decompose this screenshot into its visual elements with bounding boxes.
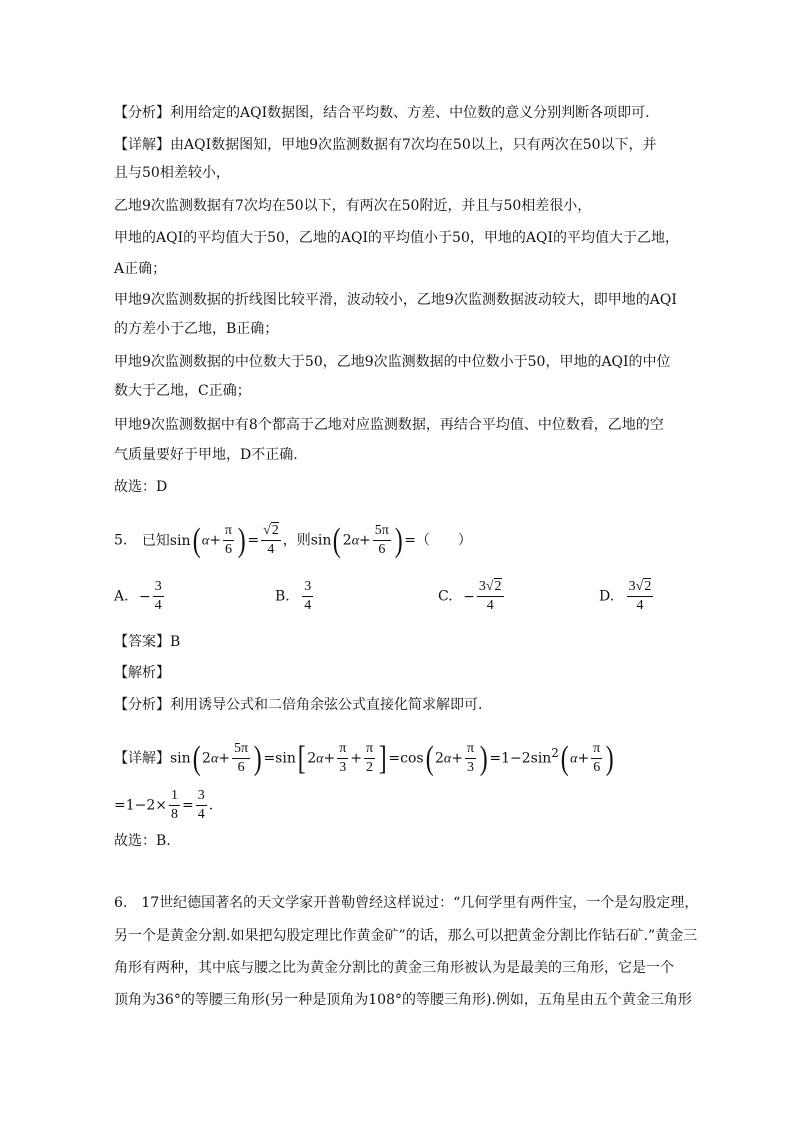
q5-option-c-label: C.: [438, 588, 453, 605]
q5-stem: 5. 已知sin( α+ $\frac{\pi}{6}$ ) = $\frac{√2}{4}$ ，则sin( 2α+ $\frac{5\pi}{6}$ ) =（ ）: [114, 521, 472, 559]
q4-detail-1: 【详解】由AQI数据图知，甲地9次监测数据有7次均在50以上，只有两次在50以下，并: [114, 137, 657, 153]
q4-detail-11: 气质量要好于甲地，D不正确.: [114, 447, 298, 463]
q4-analysis: 【分析】利用给定的AQI数据图，结合平均数、方差、中位数的意义分别判断各项即可.: [114, 105, 650, 121]
q5-detail-line-2: =1−2× $\frac{1}{8}$ = $\frac{3}{4}$ .: [114, 788, 214, 822]
q5-stem-prefix: 已知sin: [141, 532, 191, 549]
q5-stem-end: =（ ）: [404, 532, 472, 549]
q4-detail-8: 甲地9次监测数据的中位数大于50，乙地9次监测数据的中位数小于50，甲地的AQI的中位: [114, 354, 671, 370]
q6-line-2: 另一个是黄金分割.如果把勾股定理比作黄金矿”的话，那么可以把黄金分割比作钻石矿.”黄金三: [114, 928, 698, 944]
q5-option-a-label: A.: [114, 588, 129, 605]
q6-line-1: 6. 17世纪德国著名的天文学家开普勒曾经这样说过：“几何学里有两件宝，一个是勾股定理，: [114, 895, 699, 911]
q4-detail-10: 甲地9次监测数据中有8个都高于乙地对应监测数据，再结合平均值、中位数看，乙地的空: [114, 417, 664, 433]
q4-detail-5: A正确；: [114, 261, 167, 277]
q5-analysis-tag: 【解析】: [114, 665, 170, 681]
q5-stem-mid: ，则sin: [282, 532, 332, 549]
q5-analysis: 【分析】利用诱导公式和二倍角余弦公式直接化简求解即可.: [114, 697, 483, 713]
q5-detail-line-1: 【详解】sin( 2α+ $\frac{5\pi}{6}$ ) =sin[ 2α+ $\frac{\pi}{3}$ + $\frac{\pi}{2}$ ] =cos( 2α+ $\frac{\pi}{3}$ ) $=1-2\sin^2$( α+ $\frac{\pi}{6}$ ): [114, 739, 614, 777]
q5-number: 5.: [114, 532, 128, 549]
q6-line-3: 角形有两种，其中底与腰之比为黄金分割比的黄金三角形被认为是最美的三角形，它是一个: [114, 960, 674, 976]
q5-option-d: D. $\frac{3√2}{4}$: [599, 579, 652, 613]
q5-detail-tag: 【详解】: [114, 750, 170, 767]
q5-conclusion: 故选：B.: [114, 833, 171, 849]
q4-detail-9: 数大于乙地，C正确；: [114, 383, 251, 399]
q5-option-c: C. − $\frac{3√2}{4}$: [438, 579, 502, 613]
q5-option-a: A. − $\frac{3}{4}$: [114, 579, 162, 613]
q4-detail-4: 甲地的AQI的平均值大于50，乙地的AQI的平均值小于50，甲地的AQI的平均值大于乙地，: [114, 230, 679, 246]
q4-answer: 故选：D: [114, 479, 168, 495]
q5-option-d-label: D.: [599, 588, 615, 605]
q4-detail-7: 的方差小于乙地，B正确；: [114, 321, 279, 337]
q4-detail-2: 且与50相差较小，: [114, 165, 230, 181]
q4-detail-6: 甲地9次监测数据的折线图比较平滑，波动较小，乙地9次监测数据波动较大，即甲地的AQI: [114, 292, 677, 308]
q5-option-b-label: B.: [275, 588, 290, 605]
q6-line-4: 顶角为36°的等腰三角形(另一种是顶角为108°的等腰三角形).例如，五角星由五个黄金三角形: [114, 992, 692, 1008]
q5-answer-tag: 【答案】B: [114, 634, 181, 650]
q4-detail-3: 乙地9次监测数据有7次均在50以下，有两次在50附近，并且与50相差很小，: [114, 198, 592, 214]
q5-option-b: B. $\frac{3}{4}$: [275, 579, 312, 613]
